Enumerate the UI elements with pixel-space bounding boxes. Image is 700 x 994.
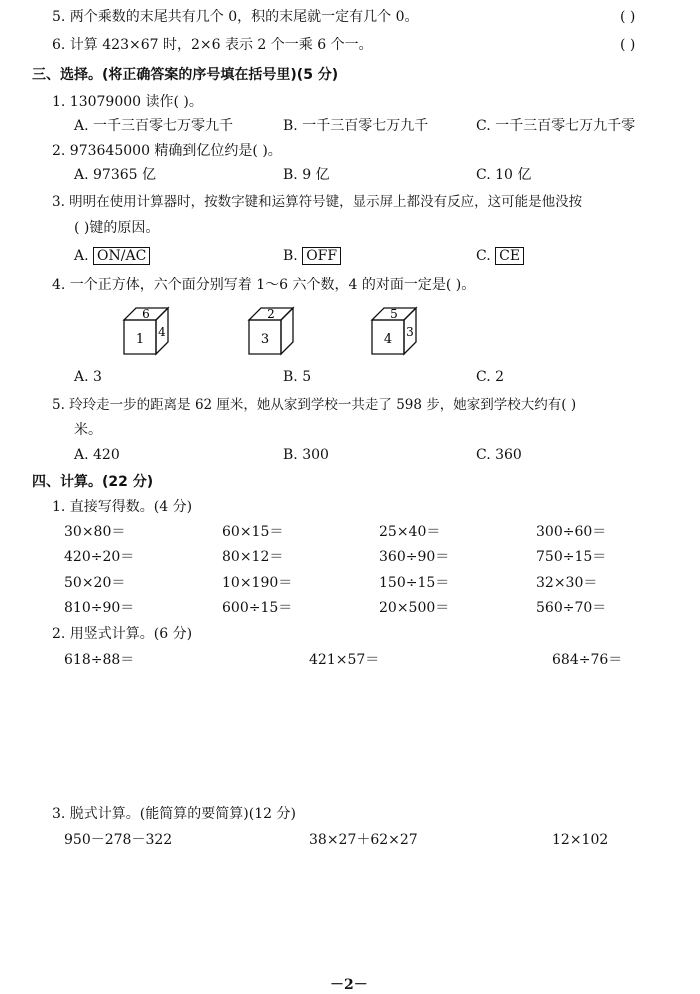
choice-q4-option-c[interactable]: C. 2: [476, 369, 505, 385]
choice-q3-option-c[interactable]: [476, 247, 524, 265]
choice-q5-stem-line2: 米。: [74, 422, 102, 438]
choice-q3-option-b[interactable]: [283, 247, 341, 265]
oral-calc-item: 30×80＝: [64, 524, 126, 540]
ce-key: CE: [495, 247, 524, 265]
choice-q2-option-b[interactable]: B. 9 亿: [283, 167, 330, 183]
oral-calc-item: 10×190＝: [222, 575, 293, 591]
choice-q1-stem: 1. 13079000 读作( )。: [52, 94, 203, 110]
choice-q4-option-a[interactable]: A. 3: [74, 369, 102, 385]
option-c-label: C.: [476, 248, 491, 264]
cube-c-top: 5: [390, 307, 398, 321]
judge-q5: 5. 两个乘数的末尾共有几个 0，积的末尾就一定有几个 0。: [52, 9, 419, 25]
cube-b-top: 2: [267, 307, 275, 321]
oral-calc-item: 150÷15＝: [379, 575, 450, 591]
choice-q3-stem-line2: ( )键的原因。: [74, 220, 160, 236]
oral-calc-item: 300÷60＝: [536, 524, 607, 540]
option-a-label: A.: [74, 248, 89, 264]
oral-calc-item: 560÷70＝: [536, 600, 607, 616]
cube-a-front: 1: [135, 332, 145, 347]
cube-b: [243, 304, 305, 358]
section-calc-heading: 四、计算。(22 分): [32, 474, 154, 490]
choice-q3-option-a[interactable]: [74, 247, 150, 265]
oral-calc-item: 60×15＝: [222, 524, 284, 540]
oral-calc-item: 32×30＝: [536, 575, 598, 591]
cube-a-top: 6: [142, 307, 150, 321]
vertical-calc-item: 684÷76＝: [552, 652, 623, 668]
on-ac-key: ON/AC: [93, 247, 150, 265]
choice-q1-option-c[interactable]: C. 一千三百零七万九千零: [476, 118, 636, 134]
choice-q2-option-a[interactable]: A. 97365 亿: [74, 167, 156, 183]
choice-q4-stem: 4. 一个正方体，六个面分别写着 1～6 六个数，4 的对面一定是( )。: [52, 277, 476, 293]
calc-p3-title: 3. 脱式计算。(能简算的要简算)(12 分): [52, 806, 296, 822]
oral-calc-item: 810÷90＝: [64, 600, 135, 616]
cube-c: [366, 304, 428, 358]
vertical-calc-item: 618÷88＝: [64, 652, 135, 668]
calc-p2-title: 2. 用竖式计算。(6 分): [52, 626, 193, 642]
choice-q5-option-a[interactable]: A. 420: [74, 447, 120, 463]
stepwise-calc-item: 950－278－322: [64, 832, 173, 848]
choice-q3-stem-line1: 3. 明明在使用计算器时，按数字键和运算符号键，显示屏上都没有反应，这可能是他没按: [52, 194, 583, 210]
cube-a-side: 4: [158, 325, 166, 339]
judge-q5-answer-paren[interactable]: ( ): [620, 9, 636, 25]
choice-q2-option-c[interactable]: C. 10 亿: [476, 167, 532, 183]
oral-calc-item: 420÷20＝: [64, 549, 135, 565]
oral-calc-item: 600÷15＝: [222, 600, 293, 616]
judge-q6-answer-paren[interactable]: ( ): [620, 37, 636, 53]
choice-q4-option-b[interactable]: B. 5: [283, 369, 312, 385]
off-key: OFF: [302, 247, 341, 265]
choice-q1-option-b[interactable]: B. 一千三百零七万九千: [283, 118, 429, 134]
vertical-calc-item: 421×57＝: [309, 652, 380, 668]
calc-p1-title: 1. 直接写得数。(4 分): [52, 499, 193, 515]
stepwise-calc-item: 38×27＋62×27: [309, 832, 418, 848]
cube-c-side: 3: [406, 325, 414, 339]
oral-calc-item: 360÷90＝: [379, 549, 450, 565]
option-b-label: B.: [283, 248, 298, 264]
cube-b-front: 3: [260, 332, 270, 347]
choice-q2-stem: 2. 973645000 精确到亿位约是( )。: [52, 143, 282, 159]
cube-a: [118, 304, 180, 358]
oral-calc-item: 50×20＝: [64, 575, 126, 591]
choice-q1-option-a[interactable]: A. 一千三百零七万零九千: [74, 118, 234, 134]
oral-calc-item: 20×500＝: [379, 600, 450, 616]
oral-calc-item: 80×12＝: [222, 549, 284, 565]
choice-q5-option-b[interactable]: B. 300: [283, 447, 329, 463]
oral-calc-item: 750÷15＝: [536, 549, 607, 565]
section-choice-heading: 三、选择。(将正确答案的序号填在括号里)(5 分): [32, 67, 339, 83]
page-number: －2－: [330, 977, 368, 993]
stepwise-calc-item: 12×102: [552, 832, 609, 848]
oral-calc-item: 25×40＝: [379, 524, 441, 540]
cube-c-front: 4: [383, 332, 393, 347]
choice-q5-stem-line1: 5. 玲玲走一步的距离是 62 厘米，她从家到学校一共走了 598 步，她家到学校大约有( ): [52, 397, 577, 413]
judge-q6: 6. 计算 423×67 时，2×6 表示 2 个一乘 6 个一。: [52, 37, 373, 53]
choice-q5-option-c[interactable]: C. 360: [476, 447, 522, 463]
